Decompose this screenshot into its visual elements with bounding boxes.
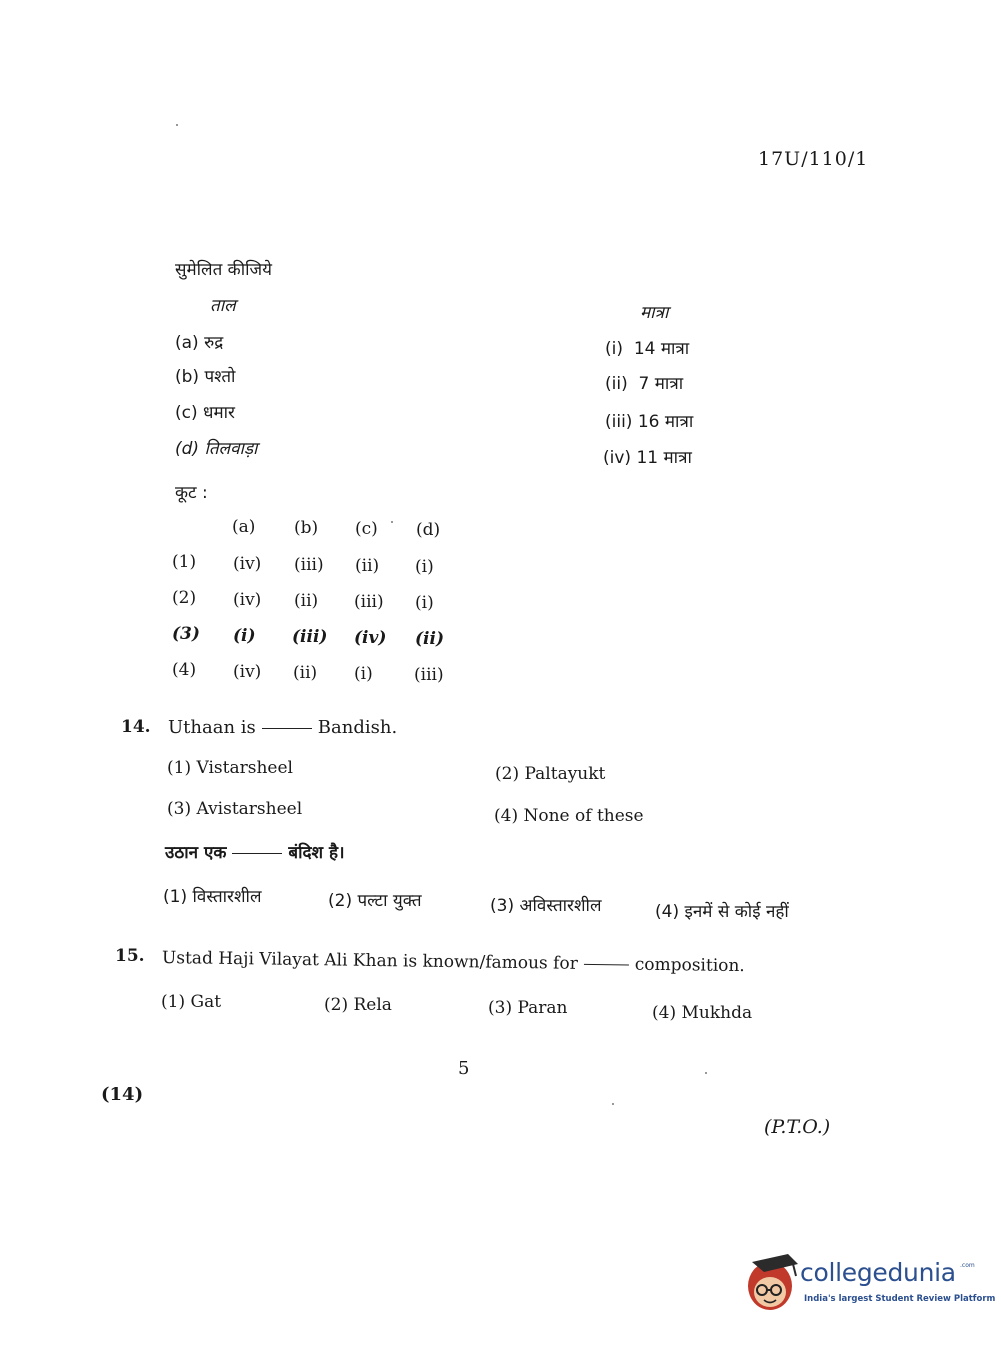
code-cell: (iv) xyxy=(354,628,387,648)
code-label: कूट : xyxy=(175,483,208,503)
logo-suffix: .com xyxy=(960,1262,975,1269)
right-item: (ii) 7 मात्रा xyxy=(605,374,684,394)
blank-line xyxy=(262,728,312,729)
match-instruction: सुमेलित कीजिये xyxy=(175,260,273,280)
code-header: (a) xyxy=(232,517,256,537)
code-row-number: (1) xyxy=(172,552,197,572)
code-cell: (ii) xyxy=(294,591,319,611)
code-cell: (ii) xyxy=(355,556,380,576)
question-number: 14. xyxy=(121,717,151,737)
collegedunia-logo[interactable] xyxy=(742,1250,996,1320)
left-item: (c) धमार xyxy=(175,403,236,423)
option: (3) Avistarsheel xyxy=(167,799,303,819)
question-text: Uthaan is Bandish. xyxy=(168,717,398,738)
code-cell: (iv) xyxy=(233,590,262,610)
option-hindi: (2) पल्टा युक्त xyxy=(328,891,422,911)
left-heading: ताल xyxy=(210,296,236,316)
scan-speck xyxy=(176,124,178,126)
code-cell: (i) xyxy=(415,593,434,613)
option: (2) Rela xyxy=(324,995,392,1015)
blank-line xyxy=(584,964,629,966)
code-cell: (iii) xyxy=(414,665,444,685)
scan-speck xyxy=(612,1103,614,1105)
code-cell: (i) xyxy=(415,557,434,577)
code-header: (b) xyxy=(294,518,319,538)
mascot-icon xyxy=(742,1250,802,1316)
question-text-hindi: उठान एक बंदिश है। xyxy=(165,843,345,863)
code-cell: (i) xyxy=(233,626,256,646)
code-cell: (iii) xyxy=(294,555,324,575)
logo-tagline: India's largest Student Review Platform xyxy=(804,1294,996,1304)
left-item: (b) पश्तो xyxy=(175,367,236,387)
code-cell: (iv) xyxy=(233,662,262,682)
option: (1) Gat xyxy=(161,992,222,1012)
code-cell: (iii) xyxy=(292,627,328,647)
code-row-number: (2) xyxy=(172,588,197,608)
right-item: (iv) 11 मात्रा xyxy=(603,448,692,468)
code-header: (d) xyxy=(416,520,441,540)
scan-speck xyxy=(391,521,393,523)
option: (3) Paran xyxy=(488,998,568,1018)
code-cell: (iii) xyxy=(354,592,384,612)
right-item: (iii) 16 मात्रा xyxy=(605,412,694,432)
option-hindi: (1) विस्तारशील xyxy=(163,887,262,907)
left-item: (d) तिलवाड़ा xyxy=(175,439,258,459)
page-marker: (14) xyxy=(101,1084,144,1105)
option: (2) Paltayukt xyxy=(495,764,606,784)
code-cell: (ii) xyxy=(415,629,445,649)
option: (4) Mukhda xyxy=(652,1003,753,1023)
blank-line xyxy=(232,853,282,854)
code-header: (c) xyxy=(355,519,378,539)
option: (1) Vistarsheel xyxy=(167,758,293,778)
logo-wordmark: collegedunia xyxy=(800,1258,956,1287)
code-row-number: (4) xyxy=(172,660,197,680)
right-item: (i) 14 मात्रा xyxy=(605,339,690,359)
option: (4) None of these xyxy=(494,806,644,826)
scan-speck xyxy=(705,1072,707,1074)
code-row-number: (3) xyxy=(172,624,200,644)
right-heading: मात्रा xyxy=(640,303,669,323)
pto-label: (P.T.O.) xyxy=(764,1116,831,1138)
left-item: (a) रुद्र xyxy=(175,333,224,353)
page-number: 5 xyxy=(458,1058,470,1079)
code-cell: (ii) xyxy=(293,663,318,683)
paper-code: 17U/110/1 xyxy=(758,148,869,170)
code-cell: (i) xyxy=(354,664,373,684)
question-number: 15. xyxy=(115,946,145,966)
option-hindi: (4) इनमें से कोई नहीं xyxy=(655,902,789,922)
question-text: Ustad Haji Vilayat Ali Khan is known/famous for composition. xyxy=(161,948,745,977)
code-cell: (iv) xyxy=(233,554,262,574)
option-hindi: (3) अविस्तारशील xyxy=(490,896,602,916)
